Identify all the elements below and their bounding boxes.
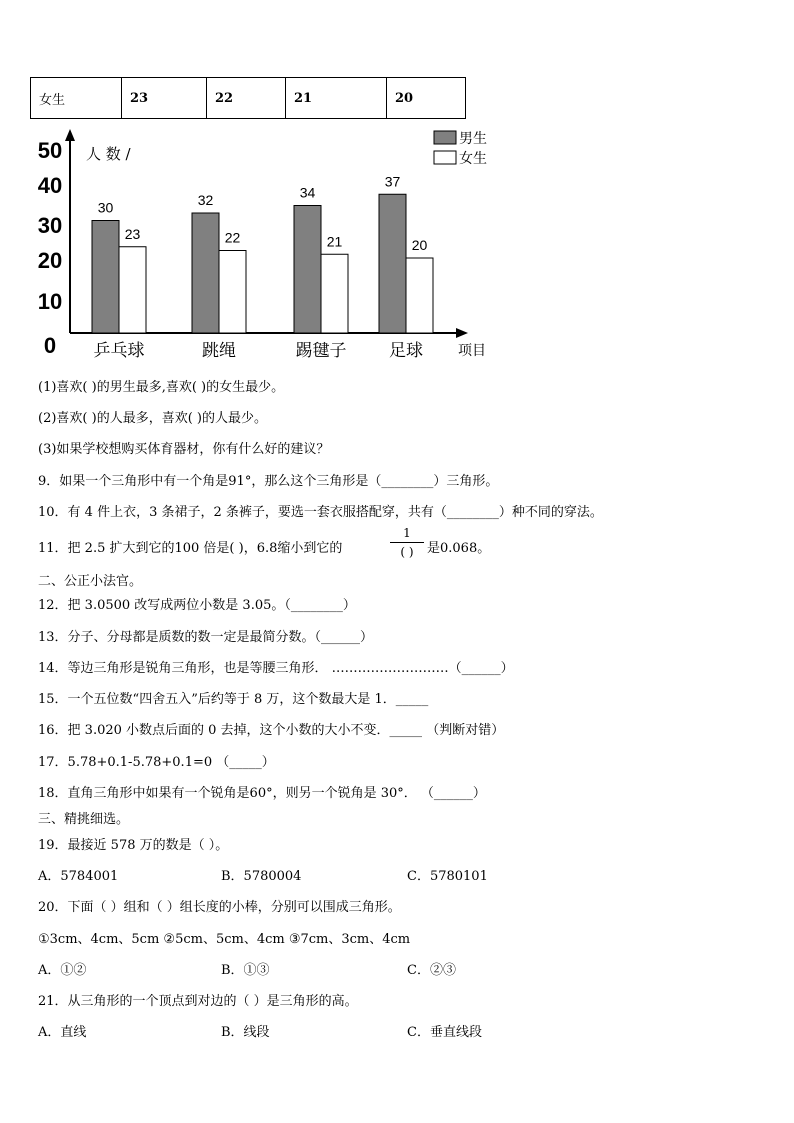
section-3-heading: 三、精挑细选。 (38, 812, 130, 827)
question-19-option-a: A．5784001 (38, 869, 119, 884)
y-tick-label: 10 (37, 289, 63, 314)
chart-bars (92, 194, 433, 333)
bar-value-label: 37 (384, 173, 401, 190)
bar (119, 247, 146, 333)
x-tick-label: 足球 (389, 341, 423, 361)
question-15: 15．一个五位数“四舍五入”后约等于 8 万，这个数最大是 1．_____ (38, 692, 429, 707)
bar (294, 206, 321, 334)
question-16: 16．把 3.020 小数点后面的 0 去掉，这个小数的大小不变．_____ （判断对错） (38, 723, 505, 738)
question-20-option-c: C．②③ (407, 963, 456, 978)
bar (192, 213, 219, 333)
bar-chart (28, 125, 498, 370)
question-8-1: (1)喜欢( )的男生最多,喜欢( )的女生最少。 (38, 380, 285, 395)
section-2-heading: 二、公正小法官。 (38, 574, 143, 589)
question-20-option-b: B．①③ (221, 963, 270, 978)
bar (321, 254, 348, 333)
question-19-option-b: B．5780004 (221, 869, 302, 884)
question-11-text-b: 是0.068。 (427, 541, 491, 556)
question-8-2: (2)喜欢( )的人最多，喜欢( )的人最少。 (38, 411, 267, 426)
fraction-denominator: ( ) (400, 545, 414, 559)
question-21-option-c: C．垂直线段 (407, 1025, 482, 1040)
table-cell: 23 (122, 78, 207, 119)
question-11-text-a: 11．把 2.5 扩大到它的100 倍是( )，6.8缩小到它的 (38, 541, 343, 556)
fraction-bar (390, 542, 424, 543)
y-tick-label: 20 (37, 248, 63, 273)
bar-value-label: 30 (97, 199, 114, 216)
question-11-fraction (390, 526, 424, 559)
question-13: 13．分子、分母都是质数的数一定是最简分数。（______） (38, 630, 374, 645)
y-tick-label: 30 (37, 213, 63, 238)
question-20-groups: ①3cm、4cm、5cm ②5cm、5cm、4cm ③7cm、3cm、4cm (38, 932, 411, 947)
table-cell: 20 (387, 78, 466, 119)
table-cell: 22 (207, 78, 286, 119)
x-tick-label: 跳绳 (202, 341, 236, 361)
question-19: 19．最接近 578 万的数是（ ）。 (38, 838, 229, 853)
bar (92, 221, 119, 334)
row-label: 女生 (31, 78, 122, 119)
y-tick-label: 40 (37, 173, 63, 198)
score-table (30, 77, 466, 119)
legend-label: 男生 (459, 131, 487, 147)
question-18: 18．直角三角形中如果有一个锐角是60°，则另一个锐角是 30°． （______） (38, 786, 486, 801)
question-8-3: (3)如果学校想购买体育器材，你有什么好的建议？ (38, 442, 330, 457)
y-tick-label: 50 (37, 138, 63, 163)
legend-label: 女生 (459, 151, 487, 167)
question-21-option-b: B．线段 (221, 1025, 270, 1040)
question-20: 20．下面（ ）组和（ ）组长度的小棒，分别可以围成三角形。 (38, 900, 401, 915)
x-tick-label: 踢毽子 (295, 341, 347, 361)
y-axis-arrow (65, 129, 75, 141)
question-21-option-a: A．直线 (38, 1025, 87, 1040)
table-cell: 21 (286, 78, 387, 119)
bar (406, 258, 433, 333)
question-20-option-a: A．①② (38, 963, 87, 978)
bar (379, 194, 406, 333)
fraction-numerator: 1 (403, 526, 411, 540)
legend-swatch (434, 131, 456, 144)
question-9: 9．如果一个三角形中有一个角是91°，那么这个三角形是（________）三角形。 (38, 474, 499, 489)
legend-swatch (434, 151, 456, 164)
question-21: 21．从三角形的一个顶点到对边的（ ）是三角形的高。 (38, 994, 358, 1009)
question-17: 17．5.78+0.1-5.78+0.1=0 （_____） (38, 755, 275, 770)
bar (219, 251, 246, 334)
x-axis-arrow (456, 328, 468, 338)
question-10: 10．有 4 件上衣，3 条裙子，2 条裤子，要选一套衣服搭配穿，共有（________）种不同的穿法。 (38, 505, 603, 520)
y-tick-label: 0 (43, 333, 57, 358)
bar-value-label: 22 (224, 229, 241, 246)
bar-value-label: 32 (197, 192, 214, 208)
question-11 (38, 537, 342, 556)
bar-value-label: 23 (124, 225, 141, 242)
bar-value-label: 34 (299, 184, 316, 201)
x-axis-label: 项目 (458, 343, 486, 359)
question-14: 14．等边三角形是锐角三角形，也是等腰三角形． ………………………（______） (38, 661, 514, 676)
bar-value-label: 21 (326, 233, 343, 250)
x-tick-label: 乒乓球 (93, 341, 145, 361)
question-19-option-c: C．5780101 (407, 869, 488, 884)
y-axis-label: 人 数 / (86, 145, 131, 163)
question-12: 12．把 3.0500 改写成两位小数是 3.05。（________） (38, 598, 356, 613)
bar-value-label: 20 (411, 237, 428, 253)
table-row (31, 78, 466, 119)
